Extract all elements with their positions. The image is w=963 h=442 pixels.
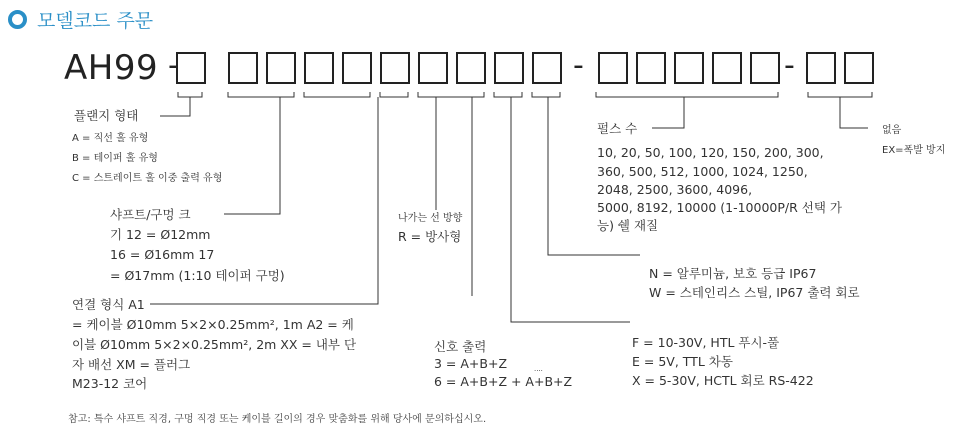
shaft-line-3: = Ø17mm (1:10 테이퍼 구멍) — [110, 268, 285, 283]
model-dash-2: - — [573, 48, 584, 83]
option-none: 없음 — [882, 125, 902, 136]
shaft-title: 샤프트/구멍 크 — [110, 207, 191, 222]
flange-option-a: A = 직선 홀 유형 — [72, 133, 149, 144]
connection-line-3: 자 배선 XM = 플러그 — [72, 357, 191, 372]
pulse-line-4: 5000, 8192, 10000 (1-10000P/R 선택 가 — [597, 200, 842, 215]
connection-line-1: = 케이블 Ø10mm 5×2×0.25mm², 1m A2 = 케 — [72, 317, 354, 332]
shaft-line-2: 16 = Ø16mm 17 — [110, 247, 215, 262]
model-prefix: AH99 — [64, 48, 159, 88]
option-ex: EX=폭발 방지 — [882, 145, 946, 156]
signal-line-1: 3 = A+B+Z — [434, 356, 508, 371]
pulse-title: 펄스 수 — [597, 121, 638, 136]
pulse-line-1: 10, 20, 50, 100, 120, 150, 200, 300, — [597, 145, 824, 160]
direction-value: R = 방사형 — [398, 229, 462, 244]
flange-option-b: B = 테이퍼 홀 유형 — [72, 153, 158, 164]
shell-option-n: N = 알루미늄, 보호 등급 IP67 — [649, 266, 817, 281]
signal-ellipsis: .... — [534, 365, 543, 373]
output-option-e: E = 5V, TTL 차동 — [632, 354, 733, 369]
shell-option-w: W = 스테인리스 스틸, IP67 출력 회로 — [649, 285, 860, 300]
model-dash-1: - — [168, 48, 179, 83]
flange-option-c: C = 스트레이트 홀 이중 출력 유형 — [72, 173, 223, 184]
signal-title: 신호 출력 — [434, 339, 487, 354]
connection-line-2: 이블 Ø10mm 5×2×0.25mm², 2m XX = 내부 단 — [72, 337, 357, 352]
output-option-f: F = 10-30V, HTL 푸시-풀 — [632, 335, 780, 350]
section-title: 모델코드 주문 — [37, 10, 154, 32]
pulse-line-5: 능) 쉘 재질 — [597, 218, 659, 233]
direction-title: 나가는 선 방향 — [398, 213, 463, 224]
flange-title: 플랜지 형태 — [74, 108, 139, 123]
connection-line-4: M23-12 코어 — [72, 376, 148, 391]
footnote: 참고: 특수 샤프트 직경, 구멍 직경 또는 케이블 길이의 경우 맞춤화를 위해 당사에 문의하십시오. — [68, 414, 487, 425]
model-dash-3: - — [784, 48, 795, 83]
signal-line-2: 6 = A+B+Z + A+B+Z — [434, 374, 573, 389]
shaft-line-1: 기 12 = Ø12mm — [110, 227, 211, 242]
output-option-x: X = 5-30V, HCTL 회로 RS-422 — [632, 373, 814, 388]
pulse-line-3: 2048, 2500, 3600, 4096, — [597, 182, 753, 197]
pulse-line-2: 360, 500, 512, 1000, 1024, 1250, — [597, 164, 808, 179]
connection-title: 연결 형식 A1 — [72, 297, 145, 312]
